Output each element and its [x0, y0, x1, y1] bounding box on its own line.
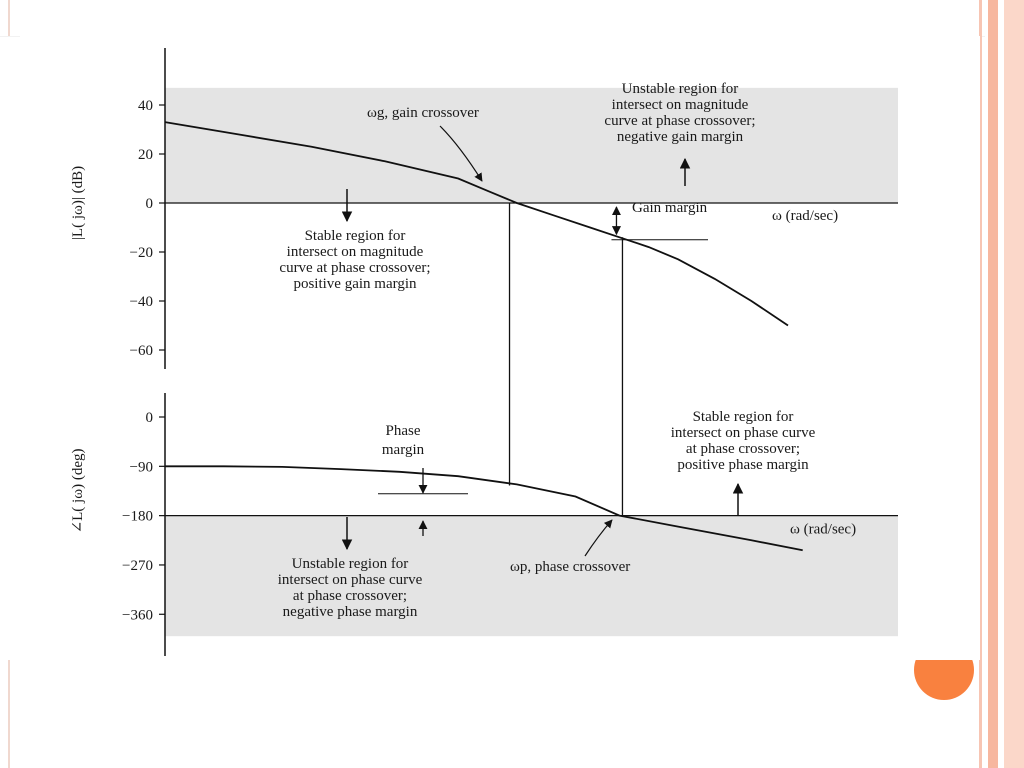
phase-tick-label: 0 — [145, 410, 153, 426]
decorative-stripe-medium — [988, 0, 998, 768]
bode-margin-figure — [20, 36, 980, 660]
magnitude-unstable-region-note-line: negative gain margin — [616, 129, 744, 145]
phase-unstable-region-note — [278, 556, 423, 620]
magnitude-ticks — [130, 98, 165, 359]
phase-margin-label-line: margin — [381, 442, 425, 458]
magnitude-stable-region-note-line: positive gain margin — [293, 276, 417, 292]
magnitude-stable-region-note-line: Stable region for — [304, 228, 406, 244]
phase-margin-label — [382, 423, 425, 458]
magnitude-tick-label: −60 — [129, 343, 153, 359]
phase-unstable-region-note-line: Unstable region for — [291, 556, 409, 572]
phase-tick-label: −180 — [122, 508, 153, 525]
phase-crossover-label: ωp, phase crossover — [510, 559, 631, 575]
phase-unstable-shading — [165, 516, 898, 637]
slide-top-band — [0, 0, 985, 37]
magnitude-stable-region-note — [279, 228, 430, 292]
phase-x-axis-label: ω (rad/sec) — [790, 521, 857, 538]
magnitude-panel — [70, 48, 898, 369]
phase-tick-label: −90 — [129, 459, 153, 476]
phase-y-axis-label: ∠L( jω) (deg) — [70, 448, 86, 534]
decorative-stripe-wide — [1004, 0, 1024, 768]
magnitude-tick-label: −20 — [129, 245, 153, 261]
crossover-connectors — [378, 203, 708, 516]
phase-stable-region-note — [671, 409, 816, 473]
slide-left-rule-top — [8, 0, 10, 36]
phase-unstable-region-note-line: intersect on phase curve — [277, 572, 423, 588]
magnitude-unstable-region-note-line: intersect on magnitude — [611, 97, 749, 113]
magnitude-unstable-region-note — [604, 81, 755, 145]
slide-left-rule-bottom — [8, 660, 10, 768]
phase-margin-label-line: Phase — [385, 423, 421, 439]
magnitude-stable-region-note-line: intersect on magnitude — [286, 244, 424, 260]
magnitude-tick-label: −40 — [129, 294, 153, 310]
magnitude-x-axis-label: ω (rad/sec) — [772, 208, 839, 225]
bode-figure-svg — [20, 36, 980, 660]
magnitude-y-axis-label: |L( jω)| (dB) — [70, 165, 86, 241]
gain-crossover-label: ωg, gain crossover — [367, 105, 479, 121]
phase-tick-label: −270 — [122, 557, 153, 574]
magnitude-unstable-region-note-line: curve at phase crossover; — [604, 113, 756, 129]
phase-tick-label: −360 — [122, 607, 153, 624]
phase-stable-region-note-line: Stable region for — [692, 409, 794, 425]
magnitude-tick-label: 20 — [138, 147, 153, 163]
magnitude-tick-label: 40 — [138, 98, 153, 114]
phase-unstable-region-note-line: at phase crossover; — [292, 588, 408, 604]
magnitude-unstable-region-note-line: Unstable region for — [621, 81, 739, 97]
magnitude-tick-label: 0 — [145, 196, 153, 212]
phase-ticks — [122, 410, 165, 623]
gain-margin-label: Gain margin — [632, 200, 708, 216]
phase-stable-region-note-line: at phase crossover; — [685, 441, 801, 457]
phase-unstable-region-note-line: negative phase margin — [282, 604, 418, 620]
magnitude-unstable-shading — [165, 88, 898, 203]
magnitude-stable-region-note-line: curve at phase crossover; — [279, 260, 431, 276]
phase-stable-region-note-line: intersect on phase curve — [670, 425, 816, 441]
phase-stable-region-note-line: positive phase margin — [677, 457, 809, 473]
